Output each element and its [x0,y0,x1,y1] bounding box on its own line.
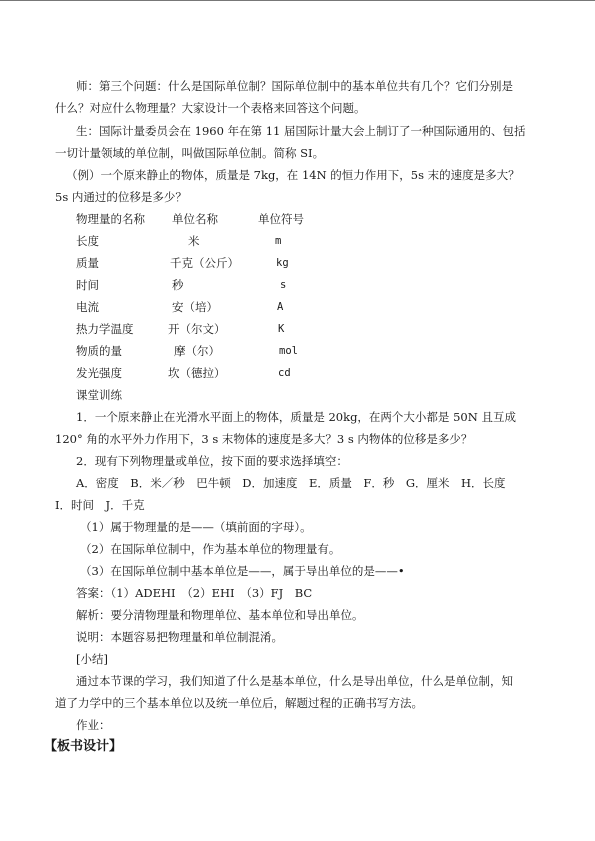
table-cell-unit-symbol: K [278,323,285,335]
teacher-question-line-1: 师：第三个问题：什么是国际单位制？国际单位制中的基本单位共有几个？它们分别是 [76,79,513,93]
table-cell-quantity: 时间 [76,278,99,292]
student-answer-line-1: 生：国际计量委员会在 1960 年在第 11 届国际计量大会上制订了一种国际通用的、包括 [76,124,526,138]
training-q2: 2．现有下列物理量或单位，按下面的要求选择填空： [76,454,348,468]
training-note: 说明：本题容易把物理量和单位制混淆。 [76,630,283,644]
training-sub-question-3: （3）在国际单位制中基本单位是——，属于导出单位的是——• [80,564,405,578]
table-cell-quantity: 物质的量 [76,344,122,358]
training-sub-question-2: （2）在国际单位制中，作为基本单位的物理量有。 [80,542,341,556]
table-header-quantity: 物理量的名称 [76,212,145,226]
table-cell-unit-symbol: s [280,279,287,291]
table-cell-quantity: 发光强度 [76,366,122,380]
table-cell-quantity: 热力学温度 [76,322,134,336]
teacher-question-line-2: 什么？对应什么物理量？大家设计一个表格来回答这个问题。 [55,101,366,115]
table-cell-quantity: 长度 [76,234,99,248]
summary-line-2: 道了力学中的三个基本单位以及统一单位后，解题过程的正确书写方法。 [55,696,423,710]
homework-label: 作业： [76,718,111,732]
table-header-unit-name: 单位名称 [172,212,218,226]
table-cell-unit-symbol: A [277,301,284,313]
table-cell-unit-symbol: mol [279,345,298,357]
table-cell-unit-name: 千克（公斤） [170,256,239,270]
training-options-line-2: I．时间 J．千克 [55,498,145,512]
example-line-2: 5s 内通过的位移是多少？ [55,190,187,204]
training-options-line-1: A．密度 B．米／秒 巴牛顿 D．加速度 E．质量 F．秒 G．厘米 H．长度 [76,476,506,490]
table-header-unit-symbol: 单位符号 [258,212,304,226]
table-cell-unit-name: 米 [188,234,200,248]
training-answer: 答案：（1）ADEHI （2）EHI （3）FJ BC [76,586,313,600]
training-q1-line-1: 1．一个原来静止在光滑水平面上的物体，质量是 20kg，在两个大小都是 50N 且互成 [76,410,516,424]
table-cell-unit-name: 摩（尔） [174,344,220,358]
board-design-heading: 【板书设计】 [44,739,123,754]
table-cell-unit-name: 安（培） [172,300,218,314]
training-q1-line-2: 120° 角的水平外力作用下，3 s 末物体的速度是多大？3 s 内物体的位移是多少？ [55,432,473,446]
training-analysis: 解析：要分清物理量和物理单位、基本单位和导出单位。 [76,608,364,622]
summary-line-1: 通过本节课的学习，我们知道了什么是基本单位，什么是导出单位，什么是单位制，知 [76,674,513,688]
top-rule [0,0,595,1]
table-cell-unit-name: 坎（德拉） [168,366,226,380]
summary-title: [小结] [76,652,108,666]
student-answer-line-2: 一切计量领域的单位制，叫做国际单位制。简称 SI。 [55,146,325,160]
table-cell-unit-name: 秒 [172,278,184,292]
table-cell-unit-symbol: cd [278,367,291,379]
example-line-1: （例）一个原来静止的物体，质量是 7kg，在 14N 的恒力作用下，5s 末的速度是多大？ [66,168,520,182]
table-cell-unit-name: 开（尔文） [168,322,226,336]
table-cell-quantity: 电流 [76,300,99,314]
training-title: 课堂训练 [76,388,122,402]
table-cell-unit-symbol: m [275,235,282,247]
table-cell-quantity: 质量 [76,256,99,270]
table-cell-unit-symbol: kg [276,257,289,269]
training-sub-question-1: （1）属于物理量的是——（填前面的字母）。 [80,520,312,534]
